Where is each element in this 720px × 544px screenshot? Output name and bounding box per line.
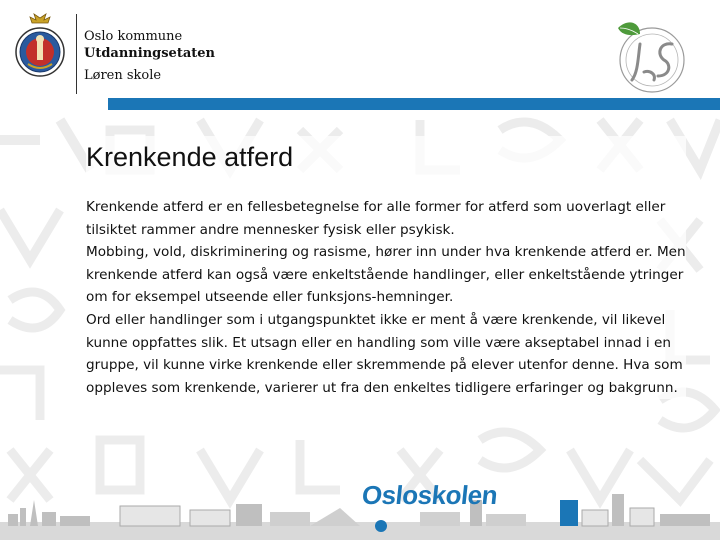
loren-skole-logo-icon bbox=[610, 14, 694, 98]
paragraph-examples: Mobbing, vold, diskriminering og rasisme, hører inn under hva krenkende atferd er. Men krenkende atferd kan også være enkeltstående handlinger, eller enkeltstående ytringer om for eksempel utseende eller funksjons-hemninger. bbox=[86, 244, 686, 306]
paragraph-definition: Krenkende atferd er en fellesbetegnelse for alle former for atferd som uoverlagt eller tilsiktet rammer andre mennesker fysisk eller psykisk. bbox=[86, 199, 666, 238]
org-name-block bbox=[84, 28, 215, 84]
header-color-band bbox=[0, 98, 720, 110]
org-line-agency: Utdanningsetaten bbox=[84, 46, 215, 61]
header-divider bbox=[76, 14, 77, 94]
main-content bbox=[86, 136, 686, 399]
org-line-municipality: Oslo kommune bbox=[84, 29, 183, 44]
paragraph-perception: Ord eller handlinger som i utgangspunktet ikke er ment å være krenkende, vil likevel kunne oppfattes slik. Et utsagn eller en handling som ville være akseptabel innad i en gruppe, vil kunne virke krenkende eller skremmende på elever utenfor denne. Hva som oppleves som krenkende, varierer ut fra den enkeltes tidligere erfaringer og bakgrunn. bbox=[86, 311, 683, 396]
header bbox=[0, 0, 720, 98]
page-title: Krenkende atferd bbox=[86, 142, 294, 172]
org-line-school: Løren skole bbox=[84, 68, 162, 83]
header-band-gap bbox=[0, 98, 108, 110]
oslo-crest-icon bbox=[12, 12, 68, 82]
osloskolen-logo: Osloskolen bbox=[360, 480, 499, 510]
